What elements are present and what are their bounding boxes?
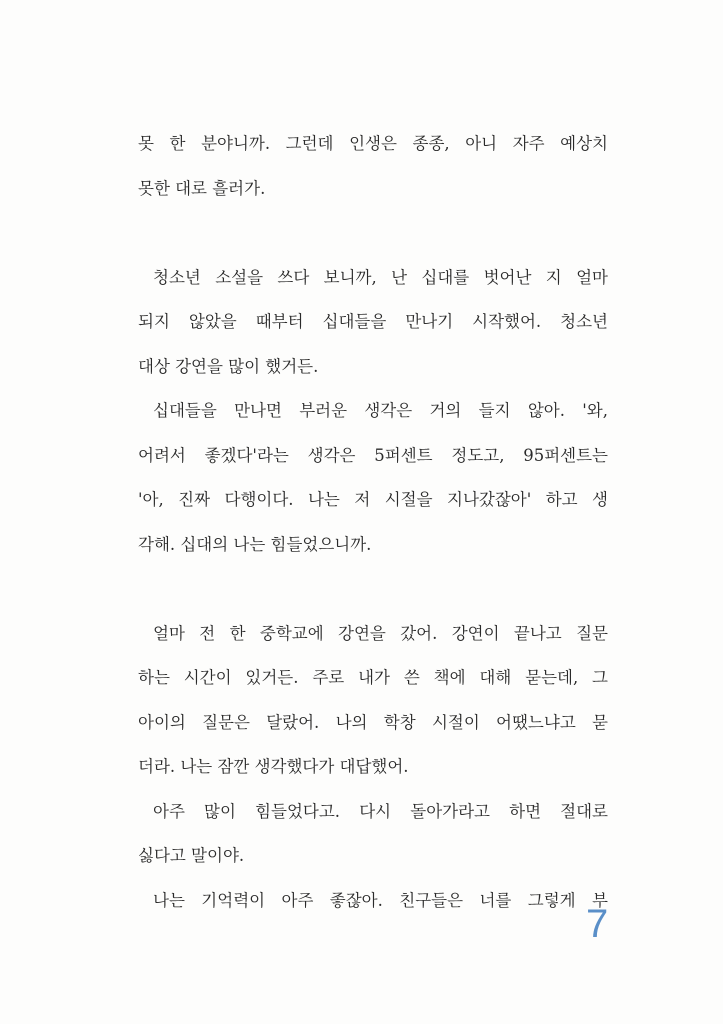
text-line: 각해. 십대의 나는 힘들었으니까.	[138, 534, 372, 554]
body-text	[138, 122, 608, 923]
text-line: 나는 기억력이 아주 좋잖아. 친구들은 너를 그렇게 부	[153, 890, 608, 910]
text-line: '아, 진짜 다행이다. 나는 저 시절을 지나갔잖아' 하고 생	[138, 490, 608, 509]
text-line: 더라. 나는 잠깐 생각했다가 대답했어.	[138, 757, 409, 776]
text-line: 대상 강연을 많이 했거든.	[138, 356, 319, 376]
text-line: 청소년 소설을 쓰다 보니까, 난 십대를 벗어난 지 얼마	[153, 267, 608, 287]
text-line: 얼마 전 한 중학교에 강연을 갔어. 강연이 끝나고 질문	[153, 623, 608, 643]
text-line: 되지 않았을 때부터 십대들을 만나기 시작했어. 청소년	[138, 312, 608, 331]
text-line: 아이의 질문은 달랐어. 나의 학창 시절이 어땠느냐고 묻	[138, 712, 608, 732]
text-line: 아주 많이 힘들었다고. 다시 돌아가라고 하면 절대로	[153, 801, 608, 821]
paragraph-gap	[138, 567, 608, 612]
paragraph-gap	[138, 211, 608, 256]
page-number: 7	[586, 902, 609, 946]
text-line: 십대들을 만나면 부러운 생각은 거의 들지 않아. '와,	[153, 401, 608, 420]
text-line: 어려서 좋겠다'라는 생각은 5퍼센트 정도고, 95퍼센트는	[138, 445, 608, 465]
text-line: 싫다고 말이야.	[138, 846, 245, 865]
text-line: 못 한 분야니까. 그런데 인생은 종종, 아니 자주 예상치	[138, 134, 608, 153]
text-line: 못한 대로 흘러가.	[138, 178, 266, 198]
text-line: 하는 시간이 있거든. 주로 내가 쓴 책에 대해 묻는데, 그	[138, 668, 608, 687]
